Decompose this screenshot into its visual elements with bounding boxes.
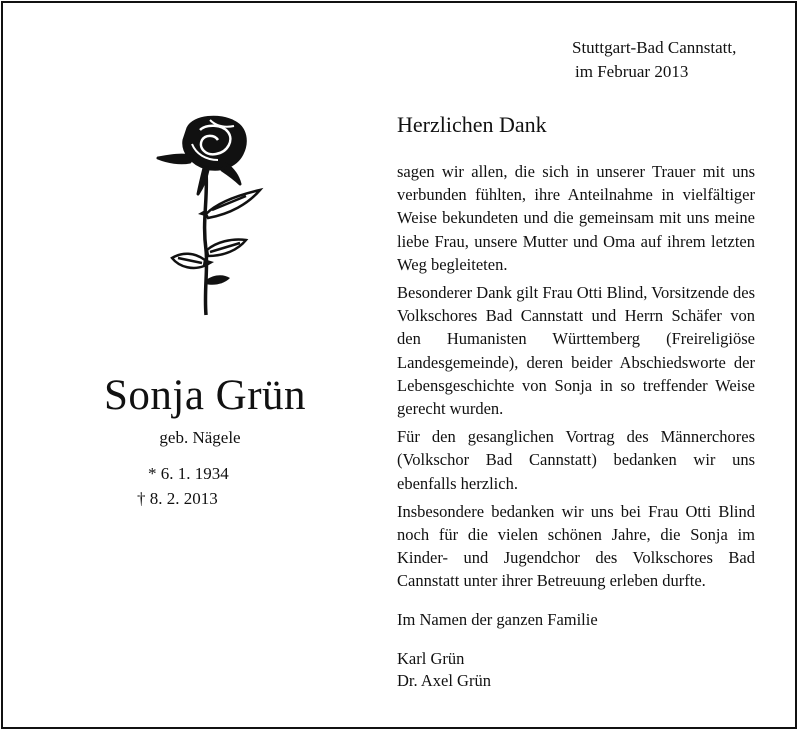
deceased-name: Sonja Grün bbox=[103, 372, 307, 419]
paragraph: sagen wir allen, die sich in unserer Trauer mit uns verbunden fühlten, ihre Anteilnahme in vielfältiger Weise bekundeten und die gemeinsam mit uns meine liebe Frau, unsere Mutter und Oma auf ihrem letzten Weg begleiteten. bbox=[397, 162, 755, 274]
date-line: im Februar 2013 bbox=[575, 62, 689, 81]
thanks-heading: Herzlichen Dank bbox=[397, 112, 547, 137]
signers bbox=[397, 648, 491, 692]
maiden-name: geb. Nägele bbox=[159, 428, 241, 447]
closing-line: Im Namen der ganzen Familie bbox=[397, 610, 598, 629]
signer: Dr. Axel Grün bbox=[397, 671, 491, 690]
life-dates bbox=[137, 461, 229, 511]
thanks-body bbox=[397, 160, 755, 598]
signer: Karl Grün bbox=[397, 649, 465, 668]
rose-icon bbox=[150, 110, 270, 320]
place-date bbox=[572, 36, 772, 84]
paragraph: Insbesondere bedanken wir uns bei Frau Otti Blind noch für die vielen schönen Jahre, die Sonja im Kinder- und Jugendchor des Volkschores Bad Cannstatt unter ihrer Betreuung erleben durfte. bbox=[397, 501, 755, 591]
birth-date: * 6. 1. 1934 bbox=[148, 464, 229, 483]
place-line: Stuttgart-Bad Cannstatt, bbox=[572, 38, 737, 57]
paragraph: Für den gesanglichen Vortrag des Männerchores (Volkschor Bad Cannstatt) bedanken wir uns ebenfalls herzlich. bbox=[397, 427, 755, 493]
paragraph: Besonderer Dank gilt Frau Otti Blind, Vorsitzende des Volkschores Bad Cannstatt und Herrn Schäfer von den Humanisten Württemberg (Freireligiöse Landesgemeinde), deren beider Abschiedsworte der Lebensgeschichte von Sonja in so treffender Weise gerecht wurden. bbox=[397, 283, 755, 419]
death-date: † 8. 2. 2013 bbox=[137, 489, 218, 508]
